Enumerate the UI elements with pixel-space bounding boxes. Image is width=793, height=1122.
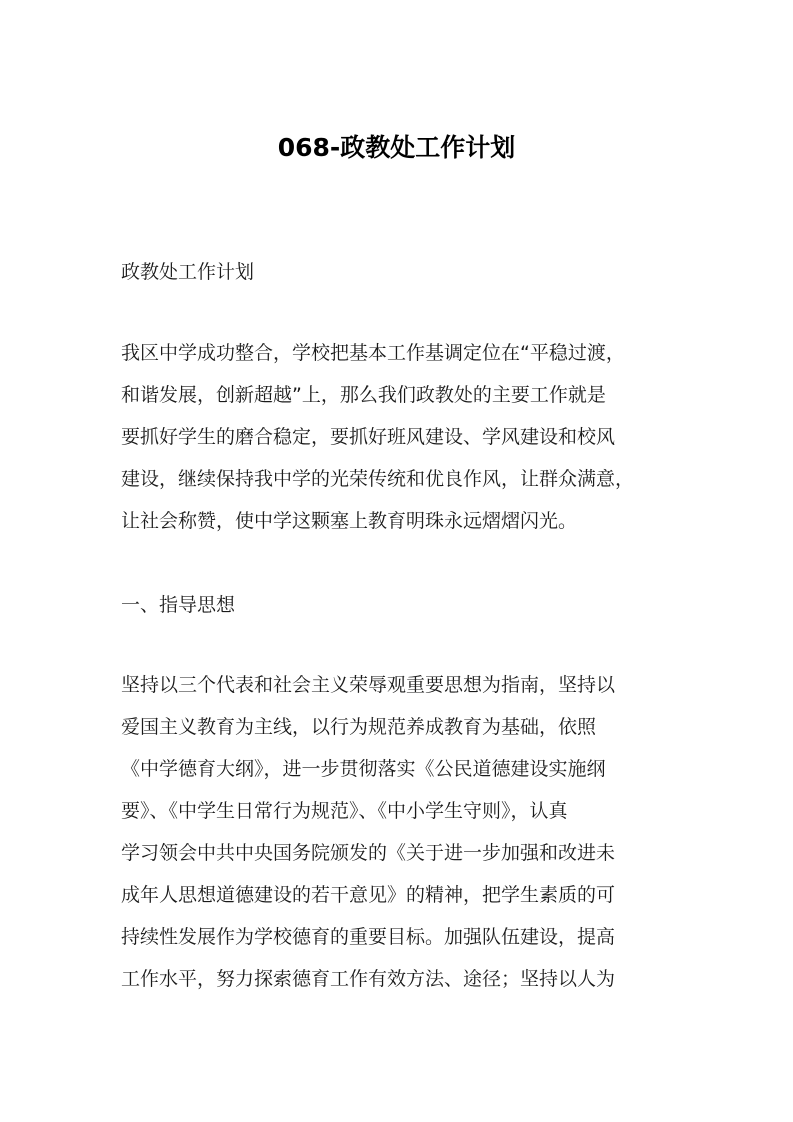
document-subtitle (121, 251, 691, 293)
paragraph-line: 学习领会中共中央国务院颁发的《关于进一步加强和改进未 (121, 842, 616, 864)
section-heading (121, 584, 691, 626)
paragraph-line: 要抓好学生的磨合稳定，要抓好班风建设、学风建设和校风 (121, 426, 616, 448)
subtitle-text: 政教处工作计划 (121, 261, 255, 283)
guiding-thought-paragraph (121, 664, 691, 1000)
paragraph-line: 成年人思想道德建设的若干意见》的精神，把学生素质的可 (121, 884, 616, 906)
intro-paragraph (121, 332, 691, 542)
paragraph-line: 要》、《中学生日常行为规范》、《中小学生守则》，认真 (121, 800, 568, 822)
paragraph-line: 建设，继续保持我中学的光荣传统和优良作风，让群众满意， (121, 468, 635, 490)
paragraph-line: 让社会称赞，使中学这颗塞上教育明珠永远熠熠闪光。 (121, 510, 578, 532)
paragraph-line: 爱国主义教育为主线，以行为规范养成教育为基础，依照 (121, 716, 597, 738)
paragraph-line: 坚持以三个代表和社会主义荣辱观重要思想为指南，坚持以 (121, 674, 616, 696)
paragraph-line: 和谐发展，创新超越”上，那么我们政教处的主要工作就是 (121, 384, 606, 406)
paragraph-line: 工作水平，努力探索德育工作有效方法、途径；坚持以人为 (121, 968, 616, 990)
paragraph-line: 《中学德育大纲》，进一步贯彻落实《公民道德建设实施纲 (121, 758, 606, 780)
document-title: 068-政教处工作计划 (277, 133, 516, 162)
paragraph-line: 我区中学成功整合，学校把基本工作基调定位在“平稳过渡， (121, 342, 625, 364)
section-heading-text: 一、指导思想 (121, 594, 236, 616)
paragraph-line: 持续性发展作为学校德育的重要目标。加强队伍建设，提高 (121, 926, 616, 948)
